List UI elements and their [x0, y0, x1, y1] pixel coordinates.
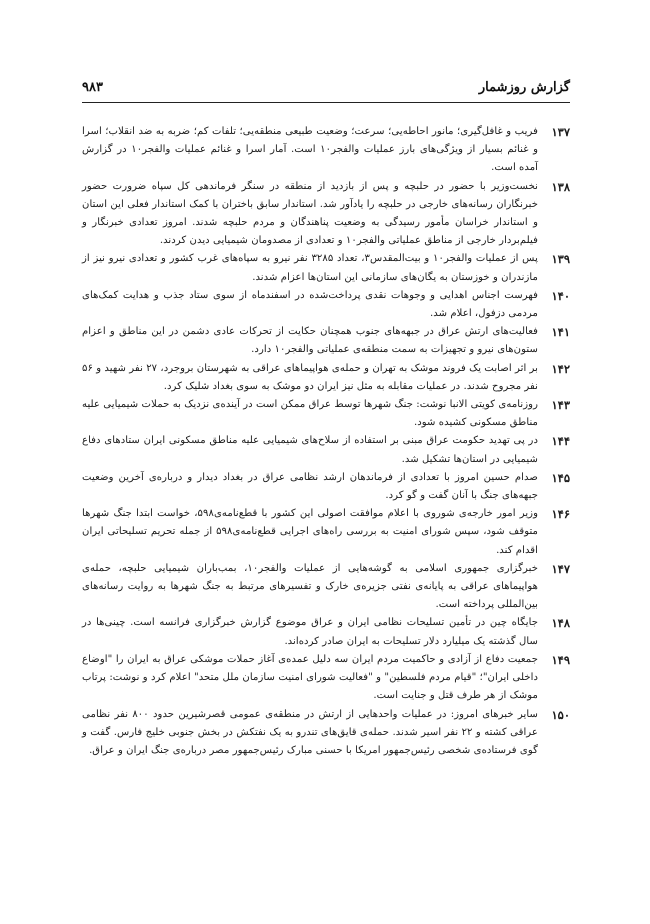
- entry-text: روزنامه‌ی کویتی الانبا نوشت: جنگ شهرها توسط عراق ممکن است در آینده‌ی نزدیک به حملات شیمیایی علیه مناطق مسکونی کشیده شود.: [82, 399, 538, 429]
- entries-list: [82, 123, 570, 760]
- entry-number: ۱۴۳: [551, 398, 570, 413]
- entry-number: ۱۴۱: [551, 325, 570, 340]
- entry-140: [82, 287, 570, 323]
- entry-143: [82, 396, 570, 432]
- entry-text: فعالیت‌های ارتش عراق در جبهه‌های جنوب همچنان حکایت از تحرکات عادی دشمن در این مناطق و اعزام ستون‌های نیرو و تجهیزات به سمت منطقه‌ی عملیاتی والفجر۱۰ دارد.: [82, 326, 538, 356]
- entry-text: در پی تهدید حکومت عراق مبنی بر استفاده از سلاح‌های شیمیایی علیه مناطق مسکونی ایران ستادهای دفاع شیمیایی در استان‌ها تشکیل شد.: [82, 435, 538, 465]
- entry-text: وزیر امور خارجه‌ی شوروی با اعلام موافقت اصولی این کشور با قطع‌نامه‌ی۵۹۸، خواست ابتدا جنگ شهرها متوقف شود، سپس شورای امنیت به بررسی راه‌های اجرایی قطع‌نامه‌ی۵۹۸ از جمله تحریم تسلیحاتی ایران اقدام کند.: [82, 508, 538, 556]
- entry-number: ۱۴۶: [551, 507, 570, 522]
- entry-141: [82, 323, 570, 359]
- page-number: ۹۸۳: [82, 80, 103, 95]
- entry-number: ۱۳۹: [551, 252, 570, 267]
- entry-number: ۱۴۲: [551, 361, 570, 376]
- entry-145: [82, 469, 570, 505]
- entry-text: بر اثر اصابت یک فروند موشک به تهران و حمله‌ی هواپیماهای عراقی به شهرستان بروجرد، ۲۷ نفر شهید و ۵۶ نفر مجروح شدند. در عملیات مقابله به مثل نیز ایران دو موشک به سوی بغداد شلیک کرد.: [82, 362, 538, 392]
- entry-144: [82, 432, 570, 468]
- entry-text: خبرگزاری جمهوری اسلامی به گوشه‌هایی از عملیات والفجر۱۰، بمب‌باران شیمیایی حلبچه، حمله‌ی هواپیماهای عراقی به پایانه‌ی نفتی جزیره‌ی خارک و تفسیرهای مرتبط به جنگ شهرها به روایت رسانه‌های بین‌المللی پرداخته است.: [82, 562, 538, 611]
- entry-number: ۱۴۴: [551, 434, 570, 449]
- entry-149: [82, 651, 570, 706]
- entry-text: سایر خبرهای امروز: در عملیات واحدهایی از ارتش در منطقه‌ی عمومی قصرشیرین حدود ۸۰۰ نفر نظامی عراقی کشته و ۲۲ نفر اسیر شدند. حمله‌ی قایق‌های تندرو به یک نفتکش در بخش جنوبی خلیج فارس. گفت و گوی فرستاده‌ی شخصی رئیس‌جمهور امریکا با حسنی مبارک رئیس‌جمهور مصر درباره‌ی جنگ ایران و عراق.: [82, 708, 538, 756]
- entry-142: [82, 360, 570, 396]
- entry-text: جایگاه چین در تأمین تسلیحات نظامی ایران و عراق موضوع گزارش خبرگزاری فرانسه است. چینی‌ها در سال گذشته یک میلیارد دلار تسلیحات به ایران صادر کرده‌اند.: [82, 617, 538, 647]
- entry-text: پس از عملیات والفجر۱۰ و بیت‌المقدس۳، تعداد ۳۲۸۵ نفر نیرو به سپاه‌های غرب کشور و تعدادی نیرو نیز از مازندران و خوزستان به یگان‌های سازمانی این استان‌ها اعزام شدند.: [82, 253, 539, 283]
- entry-text: فریب و غافل‌گیری؛ مانور احاطه‌یی؛ سرعت؛ وضعیت طبیعی منطقه‌یی؛ تلفات کم؛ ضربه به ضد انقلاب؛ اسرا و غنائم بسیار از ویژگی‌های بارز عملیات والفجر۱۰ است. آمار اسرا و غنائم عملیات والفجر۱۰ در گزارش آمده است.: [82, 126, 538, 174]
- entry-number: ۱۵۰: [551, 707, 570, 722]
- entry-150: [82, 706, 570, 761]
- page-header: [82, 78, 570, 103]
- entry-number: ۱۴۵: [551, 470, 570, 485]
- running-title: گزارش روزشمار: [478, 80, 570, 95]
- entry-number: ۱۳۸: [551, 179, 570, 194]
- entry-number: ۱۴۹: [551, 652, 570, 667]
- entry-138: [82, 178, 570, 251]
- entry-139: [82, 250, 570, 286]
- entry-number: ۱۴۷: [551, 561, 570, 576]
- entry-text: فهرست اجناس اهدایی و وجوهات نقدی پرداخت‌شده در اسفندماه از سوی ستاد جذب و هدایت کمک‌های مردمی دزفول، اعلام شد.: [82, 289, 538, 320]
- entry-text: صدام حسین امروز با تعدادی از فرماندهان ارشد نظامی عراق در بغداد دیدار و درباره‌ی آخرین وضعیت جبهه‌های جنگ با آنان گفت و گو کرد.: [82, 471, 538, 502]
- entry-147: [82, 560, 570, 615]
- entry-146: [82, 505, 570, 560]
- entry-number: ۱۴۰: [551, 288, 570, 303]
- entry-148: [82, 614, 570, 650]
- entry-137: [82, 123, 570, 178]
- entry-text: نخست‌وزیر با حضور در حلبچه و پس از بازدید از منطقه در سنگر فرماندهی کل سپاه ضرورت حضور خبرنگاران رسانه‌های خارجی در حلبچه را یادآور شد. استاندار سابق باختران با کمک استاندار فعلی این استان و استاندار خراسان مأمور رسیدگی به وضعیت پناهندگان و مردم حلبچه شدند. امروز تعدادی خبرنگار و فیلم‌بردار خارجی از مناطق عملیاتی والفجر۱۰ و تعدادی از مصدومان شیمیایی دیدن کردند.: [82, 180, 538, 247]
- entry-text: جمعیت دفاع از آزادی و حاکمیت مردم ایران سه دلیل عمده‌ی آغاز حملات موشکی عراق به ایران را "اوضاع داخلی ایران"؛ "قیام مردم فلسطین" و "فعالیت شورای امنیت سازمان ملل متحد" اعلام کرد و نوشت: پرتاب موشک از هر طرف قتل و جنایت است.: [82, 653, 538, 702]
- entry-number: ۱۳۷: [551, 125, 570, 139]
- entry-number: ۱۴۸: [551, 616, 570, 631]
